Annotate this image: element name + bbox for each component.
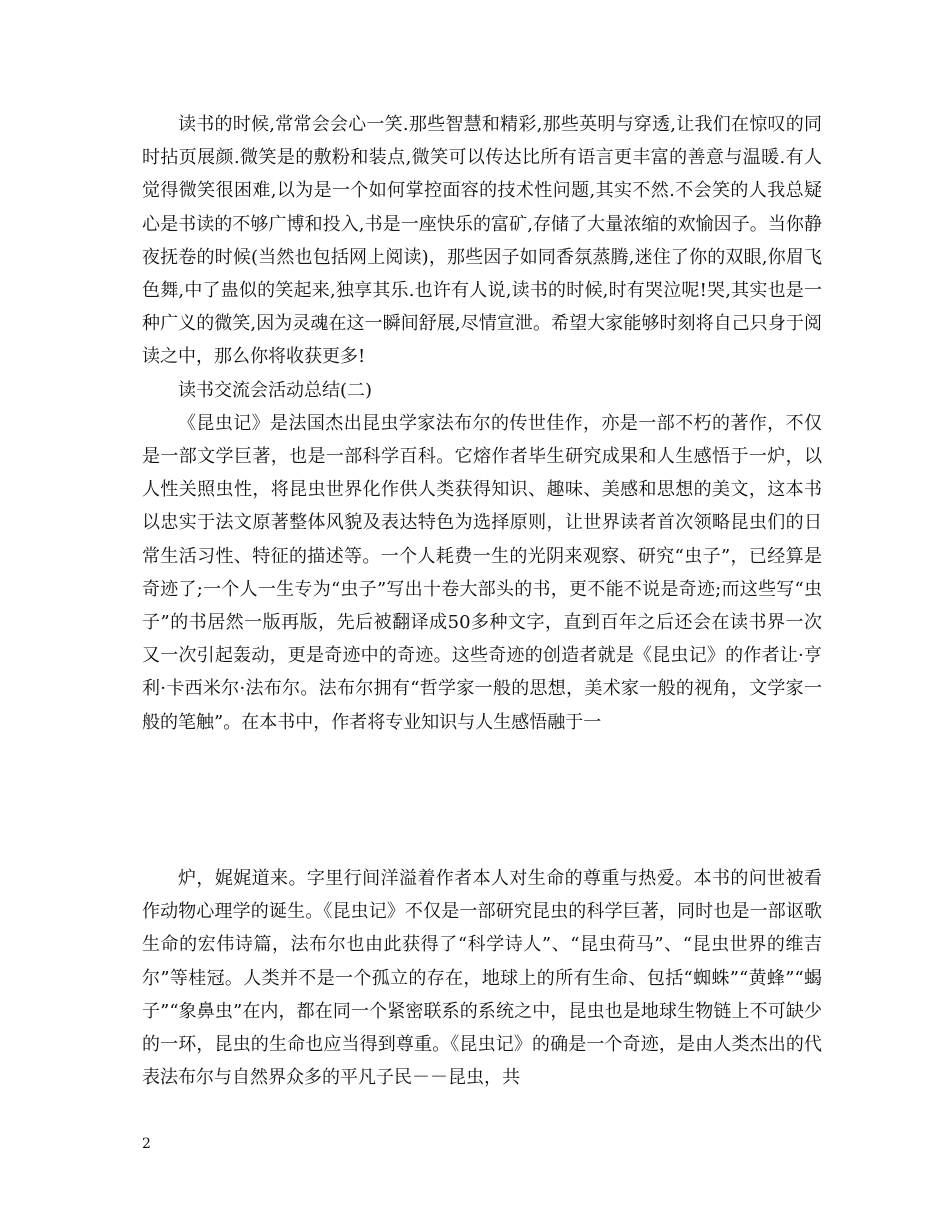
body-text-upper (142, 108, 822, 739)
paragraph-insect-book-continued: 炉，娓娓道来。字里行间洋溢着作者本人对生命的尊重与热爱。本书的问世被看作动物心理学的诞生。《昆虫记》不仅是一部研究昆虫的科学巨著，同时也是一部讴歌生命的宏伟诗篇，法布尔也由此获得了“科学诗人”、“昆虫荷马”、“昆虫世界的维吉尔”等桂冠。人类并不是一个孤立的存在，地球上的所有生命、包括“蜘蛛”“黄蜂”“蝎子”“象鼻虫”在内，都在同一个紧密联系的系统之中，昆虫也是地球生物链上不可缺少的一环，昆虫的生命也应当得到尊重。《昆虫记》的确是一个奇迹，是由人类杰出的代表法布尔与自然界众多的平凡子民－－昆虫，共 (142, 868, 822, 1089)
paragraph-insect-book-intro: 《昆虫记》是法国杰出昆虫学家法布尔的传世佳作，亦是一部不朽的著作，不仅是一部文学巨著，也是一部科学百科。它熔作者毕生研究成果和人生感悟于一炉，以人性关照虫性，将昆虫世界化作供人类获得知识、趣味、美感和思想的美文，这本书以忠实于法文原著整体风貌及表达特色为选择原则，让世界读者首次领略昆虫们的日常生活习性、特征的描述等。一个人耗费一生的光阴来观察、研究“虫子”，已经算是奇迹了;一个人一生专为“虫子”写出十卷大部头的书，更不能不说是奇迹;而这些写“虫子”的书居然一版再版，先后被翻译成50多种文字，直到百年之后还会在读书界一次又一次引起轰动，更是奇迹中的奇迹。这些奇迹的创造者就是《昆虫记》的作者让·亨利·卡西米尔·法布尔。法布尔拥有“哲学家一般的思想，美术家一般的视角，文学家一般的笔触”。在本书中，作者将专业知识与人生感悟融于一 (142, 412, 822, 733)
page-number: 2 (142, 1136, 151, 1152)
body-text-lower (142, 862, 822, 1094)
section-heading: 读书交流会活动总结(二) (178, 379, 373, 401)
paragraph-reading-smile: 读书的时候,常常会会心一笑.那些智慧和精彩,那些英明与穿透,让我们在惊叹的同时拈页展颜.微笑是的敷粉和装点,微笑可以传达比所有语言更丰富的善意与温暖.有人觉得微笑很困难,以为是一个如何掌控面容的技术性问题,其实不然.不会笑的人我总疑心是书读的不够广博和投入,书是一座快乐的富矿,存储了大量浓缩的欢愉因子。当你静夜抚卷的时候(当然也包括网上阅读)，那些因子如同香氛蒸腾,迷住了你的双眼,你眉飞色舞,中了蛊似的笑起来,独享其乐.也许有人说,读书的时候,时有哭泣呢!哭,其实也是一种广义的微笑,因为灵魂在这一瞬间舒展,尽情宣泄。希望大家能够时刻将自己只身于阅读之中，那么你将收获更多! (142, 114, 822, 368)
